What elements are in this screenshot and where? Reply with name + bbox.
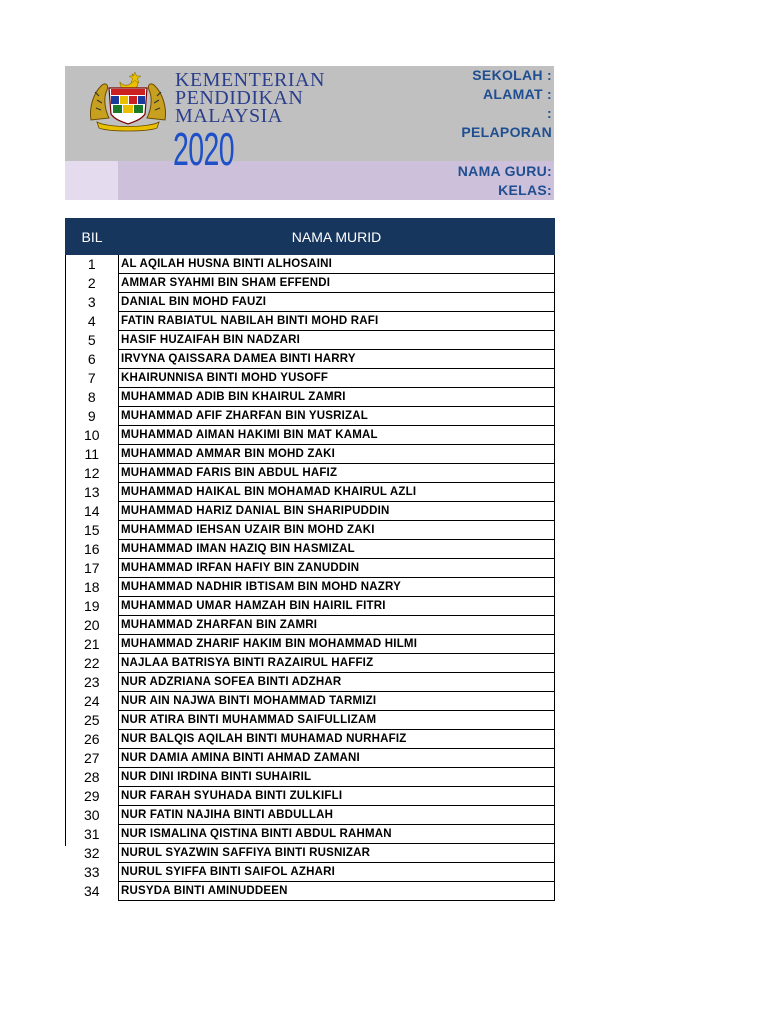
row-number: 22	[66, 654, 119, 673]
row-number: 24	[66, 692, 119, 711]
table-row	[66, 673, 555, 692]
table-row	[66, 559, 555, 578]
student-name: RUSYDA BINTI AMINUDDEEN	[119, 882, 555, 901]
row-number: 8	[66, 388, 119, 407]
student-name: FATIN RABIATUL NABILAH BINTI MOHD RAFI	[119, 312, 555, 331]
alamat-label: ALAMAT :	[482, 86, 552, 102]
student-name: MUHAMMAD IMAN HAZIQ BIN HASMIZAL	[119, 540, 555, 559]
row-number: 27	[66, 749, 119, 768]
table-row	[66, 692, 555, 711]
sekolah-label: SEKOLAH :	[472, 67, 552, 83]
row-number: 12	[66, 464, 119, 483]
student-name: NUR AIN NAJWA BINTI MOHAMMAD TARMIZI	[119, 692, 555, 711]
student-name: NAJLAA BATRISYA BINTI RAZAIRUL HAFFIZ	[119, 654, 555, 673]
row-number: 10	[66, 426, 119, 445]
row-number: 11	[66, 445, 119, 464]
student-name: MUHAMMAD ZHARFAN BIN ZAMRI	[119, 616, 555, 635]
nama-guru-label: NAMA GURU:	[457, 163, 552, 179]
table-row	[66, 293, 555, 312]
table-row	[66, 730, 555, 749]
malaysia-crest-icon	[87, 70, 169, 134]
row-number: 15	[66, 521, 119, 540]
ministry-line-1: KEMENTERIAN	[175, 69, 325, 91]
row-number: 30	[66, 806, 119, 825]
alamat-colon: :	[547, 105, 552, 121]
student-name: MUHAMMAD AIMAN HAKIMI BIN MAT KAMAL	[119, 426, 555, 445]
table-row	[66, 863, 555, 882]
row-number: 13	[66, 483, 119, 502]
table-row	[66, 445, 555, 464]
ministry-line-3: MALAYSIA	[175, 105, 283, 127]
table-row	[66, 502, 555, 521]
row-number: 9	[66, 407, 119, 426]
student-table-body	[66, 255, 555, 901]
student-name: HASIF HUZAIFAH BIN NADZARI	[119, 331, 555, 350]
table-row	[66, 654, 555, 673]
row-number: 18	[66, 578, 119, 597]
student-name: MUHAMMAD NADHIR IBTISAM BIN MOHD NAZRY	[119, 578, 555, 597]
student-name: NURUL SYIFFA BINTI SAIFOL AZHARI	[119, 863, 555, 882]
student-name: MUHAMMAD HARIZ DANIAL BIN SHARIPUDDIN	[119, 502, 555, 521]
student-name: NURUL SYAZWIN SAFFIYA BINTI RUSNIZAR	[119, 844, 555, 863]
student-name: NUR ISMALINA QISTINA BINTI ABDUL RAHMAN	[119, 825, 555, 844]
student-name: MUHAMMAD AFIF ZHARFAN BIN YUSRIZAL	[119, 407, 555, 426]
table-row	[66, 388, 555, 407]
row-number: 20	[66, 616, 119, 635]
table-row	[66, 521, 555, 540]
row-number: 1	[66, 255, 119, 274]
row-number: 7	[66, 369, 119, 388]
student-name: NUR DAMIA AMINA BINTI AHMAD ZAMANI	[119, 749, 555, 768]
table-row	[66, 806, 555, 825]
student-name: MUHAMMAD FARIS BIN ABDUL HAFIZ	[119, 464, 555, 483]
row-number: 23	[66, 673, 119, 692]
row-number: 31	[66, 825, 119, 844]
student-name: AL AQILAH HUSNA BINTI ALHOSAINI	[119, 255, 555, 274]
student-name: KHAIRUNNISA BINTI MOHD YUSOFF	[119, 369, 555, 388]
table-row	[66, 483, 555, 502]
pelaporan-label: PELAPORAN	[461, 124, 552, 140]
ministry-line-2: PENDIDIKAN	[175, 87, 304, 109]
kelas-label: KELAS:	[498, 182, 552, 198]
table-row	[66, 597, 555, 616]
table-row	[66, 749, 555, 768]
table-row	[66, 540, 555, 559]
student-name: NUR DINI IRDINA BINTI SUHAIRIL	[119, 768, 555, 787]
table-row	[66, 768, 555, 787]
table-row	[66, 350, 555, 369]
row-number: 25	[66, 711, 119, 730]
table-row	[66, 825, 555, 844]
row-number: 2	[66, 274, 119, 293]
table-row	[66, 426, 555, 445]
student-name: NUR FARAH SYUHADA BINTI ZULKIFLI	[119, 787, 555, 806]
table-row	[66, 407, 555, 426]
table-row	[66, 331, 555, 350]
year-label: 2020	[173, 123, 234, 175]
table-row	[66, 312, 555, 331]
row-number: 34	[66, 882, 119, 901]
row-number: 5	[66, 331, 119, 350]
student-table	[65, 218, 555, 901]
student-name: AMMAR SYAHMI BIN SHAM EFFENDI	[119, 274, 555, 293]
student-name: NUR ADZRIANA SOFEA BINTI ADZHAR	[119, 673, 555, 692]
row-number: 17	[66, 559, 119, 578]
student-name: MUHAMMAD UMAR HAMZAH BIN HAIRIL FITRI	[119, 597, 555, 616]
table-row	[66, 616, 555, 635]
row-number: 19	[66, 597, 119, 616]
table-row	[66, 844, 555, 863]
report-header	[65, 66, 554, 200]
student-name: NUR ATIRA BINTI MUHAMMAD SAIFULLIZAM	[119, 711, 555, 730]
row-number: 21	[66, 635, 119, 654]
table-row	[66, 464, 555, 483]
table-row	[66, 255, 555, 274]
row-number: 33	[66, 863, 119, 882]
student-name: NUR BALQIS AQILAH BINTI MUHAMAD NURHAFIZ	[119, 730, 555, 749]
table-header-row	[66, 219, 555, 255]
row-number: 6	[66, 350, 119, 369]
table-row	[66, 369, 555, 388]
student-name: MUHAMMAD ADIB BIN KHAIRUL ZAMRI	[119, 388, 555, 407]
table-row	[66, 787, 555, 806]
student-name: MUHAMMAD IRFAN HAFIY BIN ZANUDDIN	[119, 559, 555, 578]
row-number: 26	[66, 730, 119, 749]
table-row	[66, 274, 555, 293]
student-name: DANIAL BIN MOHD FAUZI	[119, 293, 555, 312]
student-name: MUHAMMAD IEHSAN UZAIR BIN MOHD ZAKI	[119, 521, 555, 540]
student-name: NUR FATIN NAJIHA BINTI ABDULLAH	[119, 806, 555, 825]
row-number: 3	[66, 293, 119, 312]
table-row	[66, 711, 555, 730]
table-row	[66, 882, 555, 901]
row-number: 14	[66, 502, 119, 521]
row-number: 32	[66, 844, 119, 863]
header-nama-murid: NAMA MURID	[119, 219, 555, 255]
row-number: 28	[66, 768, 119, 787]
header-lavender-left-cell	[65, 161, 118, 200]
student-name: IRVYNA QAISSARA DAMEA BINTI HARRY	[119, 350, 555, 369]
row-number: 4	[66, 312, 119, 331]
row-number: 16	[66, 540, 119, 559]
ministry-name	[175, 71, 325, 125]
row-number: 29	[66, 787, 119, 806]
student-name: MUHAMMAD AMMAR BIN MOHD ZAKI	[119, 445, 555, 464]
table-row	[66, 635, 555, 654]
header-bil: BIL	[66, 219, 119, 255]
table-row	[66, 578, 555, 597]
student-name: MUHAMMAD HAIKAL BIN MOHAMAD KHAIRUL AZLI	[119, 483, 555, 502]
student-name: MUHAMMAD ZHARIF HAKIM BIN MOHAMMAD HILMI	[119, 635, 555, 654]
